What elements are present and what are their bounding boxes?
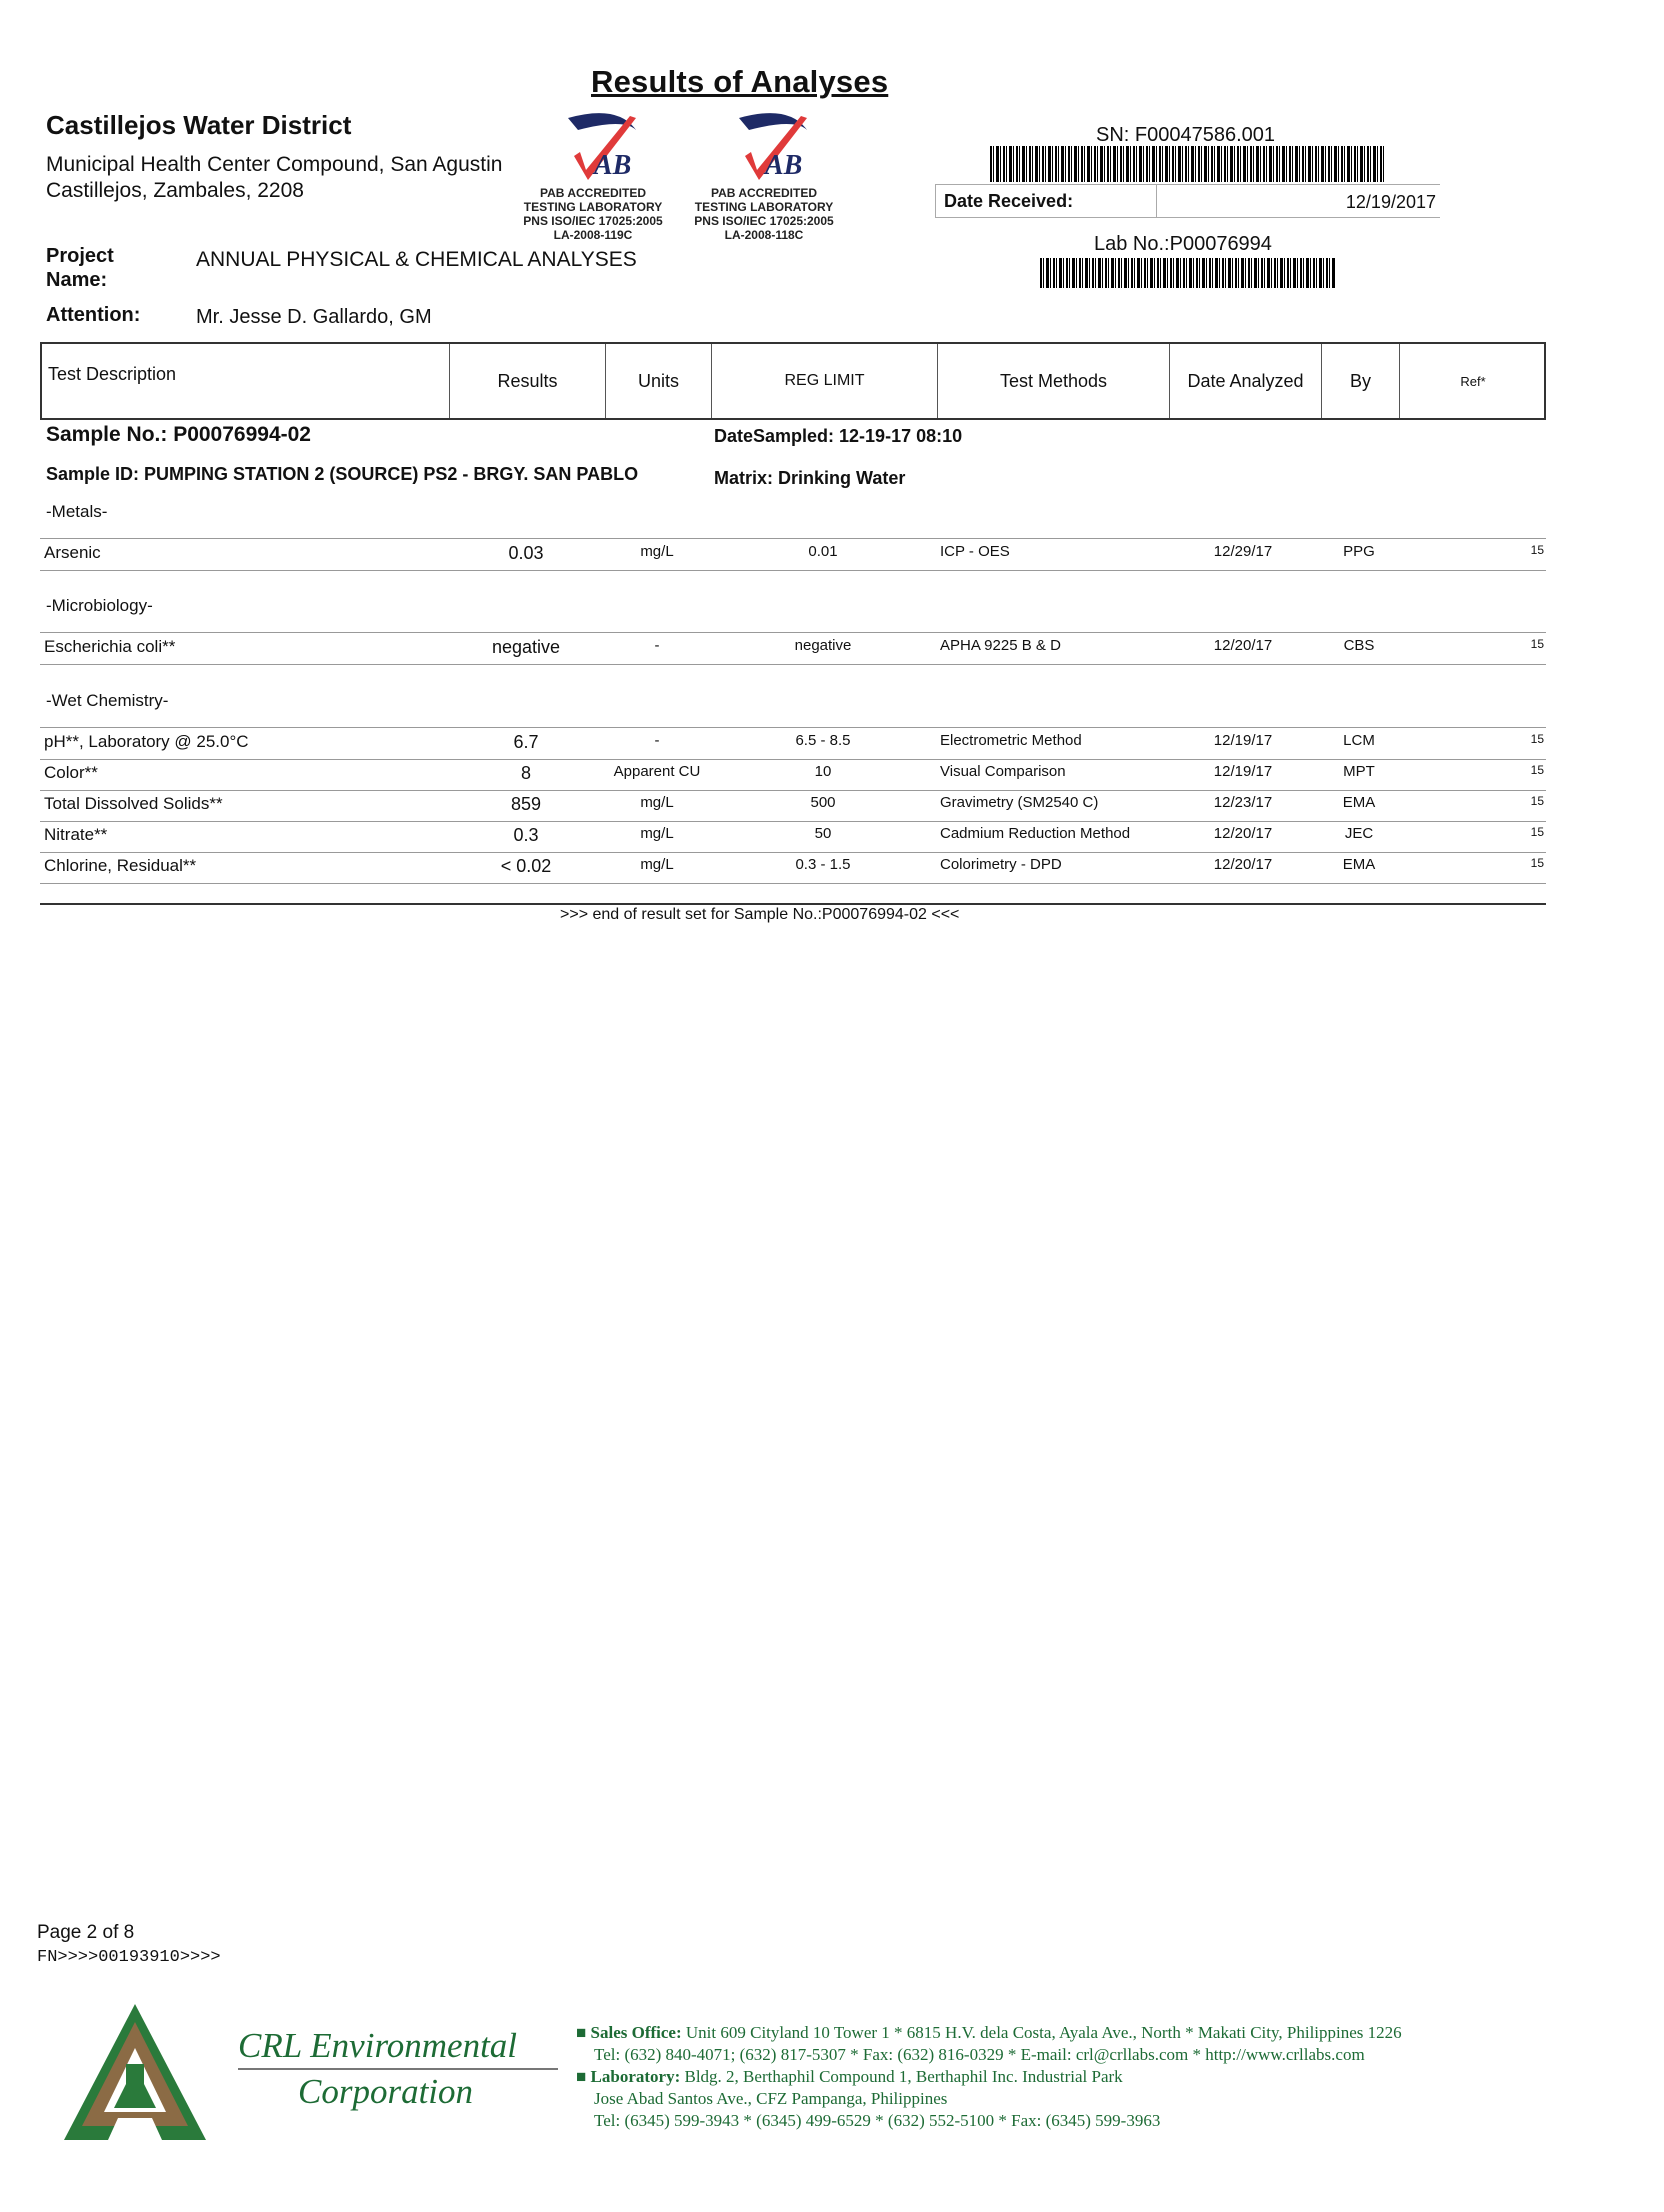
company-name-rule [238, 2068, 558, 2070]
cell-by: LCM [1343, 732, 1375, 749]
sn-barcode [990, 146, 1386, 182]
cell-ref: 15 [1530, 794, 1544, 808]
table-row [40, 729, 1546, 760]
pab-accreditation-1 [508, 108, 678, 242]
cell-date: 12/20/17 [1213, 856, 1273, 873]
col-test-methods: Test Methods [938, 344, 1170, 418]
pab-line4: LA-2008-118C [724, 228, 804, 242]
pab-line4: LA-2008-119C [553, 228, 633, 242]
pab-logo-icon [538, 108, 648, 184]
cell-by: MPT [1343, 763, 1375, 780]
category-wet-chemistry: -Wet Chemistry- [46, 691, 169, 710]
company-name-line2: Corporation [298, 2072, 474, 2111]
cell-units: Apparent CU [613, 763, 701, 780]
project-name: ANNUAL PHYSICAL & CHEMICAL ANALYSES [196, 248, 637, 271]
table-row [40, 822, 1546, 853]
cell-date: 12/20/17 [1213, 637, 1273, 654]
cell-method: APHA 9225 B & D [940, 637, 1061, 654]
svg-text:AB: AB [594, 150, 632, 181]
cell-desc: Color** [44, 763, 98, 782]
cell-ref: 15 [1530, 732, 1544, 746]
cell-method: ICP - OES [940, 543, 1010, 560]
sample-matrix: Matrix: Drinking Water [714, 468, 906, 488]
cell-by: CBS [1343, 637, 1375, 654]
cell-date: 12/19/17 [1213, 732, 1273, 749]
cell-units: mg/L [640, 794, 674, 811]
cell-result: 859 [510, 794, 542, 814]
serial-number: SN: F00047586.001 [1096, 124, 1276, 146]
project-label: Project Name: [46, 245, 114, 291]
col-test-description: Test Description [42, 344, 450, 418]
cell-ref: 15 [1530, 763, 1544, 777]
crl-logo-icon [60, 2000, 210, 2148]
cell-date: 12/19/17 [1213, 763, 1273, 780]
cell-units: - [654, 732, 660, 749]
sample-number: Sample No.: P00076994-02 [46, 423, 311, 446]
cell-limit: 0.01 [808, 543, 838, 560]
end-of-results-note: >>> end of result set for Sample No.:P00076994-02 <<< [560, 906, 960, 923]
col-date-analyzed: Date Analyzed [1170, 344, 1322, 418]
attention-label: Attention: [46, 304, 141, 326]
table-row [40, 853, 1546, 884]
cell-method: Colorimetry - DPD [940, 856, 1062, 873]
pab-line2: TESTING LABORATORY [523, 200, 663, 214]
cell-by: EMA [1342, 794, 1376, 811]
cell-desc: Escherichia coli** [44, 637, 176, 656]
cell-result: 0.3 [513, 825, 539, 845]
cell-limit: 50 [814, 825, 832, 842]
cell-by: JEC [1344, 825, 1374, 842]
pab-logo-icon [709, 108, 819, 184]
results-table-header [40, 342, 1546, 420]
page-number: Page 2 of 8 [37, 1922, 135, 1943]
cell-ref: 15 [1530, 543, 1544, 557]
cell-result: 0.03 [508, 543, 544, 563]
cell-result: 8 [520, 763, 531, 783]
cell-date: 12/20/17 [1213, 825, 1273, 842]
cell-result: 6.7 [513, 732, 539, 752]
laboratory-tel-line: Tel: (6345) 599-3943 * (6345) 499-6529 * (632) 552-5100 * Fax: (6345) 599-3963 [594, 2111, 1161, 2130]
date-received-box [935, 184, 1440, 218]
table-bottom-rule [40, 903, 1546, 905]
cell-result: < 0.02 [500, 856, 552, 876]
date-received-value: 12/19/2017 [1345, 192, 1436, 212]
svg-text:AB: AB [765, 150, 803, 181]
cell-limit: 500 [810, 794, 836, 811]
cell-method: Cadmium Reduction Method [940, 825, 1131, 842]
cell-by: PPG [1343, 543, 1375, 560]
cell-method: Visual Comparison [940, 763, 1066, 780]
cell-desc: Total Dissolved Solids** [44, 794, 223, 813]
sales-tel-line: Tel: (632) 840-4071; (632) 817-5307 * Fax: (632) 816-0329 * E-mail: crl@crllabs.com * http://www.crllabs.com [594, 2045, 1365, 2064]
table-row [40, 760, 1546, 791]
cell-units: - [654, 637, 660, 654]
laboratory-line: ■ Laboratory: Bldg. 2, Berthaphil Compound 1, Berthaphil Inc. Industrial Park [576, 2067, 1123, 2086]
cell-date: 12/23/17 [1213, 794, 1273, 811]
company-contact [576, 2022, 1402, 2132]
cell-result: negative [491, 637, 561, 657]
cell-method: Electrometric Method [940, 732, 1082, 749]
cell-limit: negative [794, 637, 852, 654]
cell-limit: 0.3 - 1.5 [795, 856, 851, 873]
date-sampled: DateSampled: 12-19-17 08:10 [714, 426, 963, 446]
company-name-line1: CRL Environmental [238, 2026, 518, 2065]
col-by: By [1322, 344, 1400, 418]
client-address [46, 152, 502, 204]
pab-line3: PNS ISO/IEC 17025:2005 [523, 214, 663, 228]
cell-by: EMA [1342, 856, 1376, 873]
cell-ref: 15 [1530, 825, 1544, 839]
date-received-label: Date Received: [944, 191, 1074, 211]
cell-method: Gravimetry (SM2540 C) [940, 794, 1099, 811]
table-row [40, 540, 1546, 571]
pab-line3: PNS ISO/IEC 17025:2005 [694, 214, 834, 228]
client-name: Castillejos Water District [46, 110, 352, 140]
col-reg-limit: REG LIMIT [712, 344, 938, 418]
address-line-2: Castillejos, Zambales, 2208 [46, 179, 304, 202]
address-line-1: Municipal Health Center Compound, San Agustin [46, 153, 503, 176]
report-title: Results of Analyses [591, 64, 889, 99]
cell-units: mg/L [640, 825, 674, 842]
cell-date: 12/29/17 [1213, 543, 1273, 560]
category-metals: -Metals- [46, 502, 108, 521]
cell-desc: Nitrate** [44, 825, 108, 844]
col-results: Results [450, 344, 606, 418]
cell-limit: 10 [814, 763, 832, 780]
cell-desc: Arsenic [44, 543, 101, 562]
pab-line2: TESTING LABORATORY [694, 200, 834, 214]
pab-line1: PAB ACCREDITED [539, 186, 646, 200]
pab-line1: PAB ACCREDITED [710, 186, 817, 200]
cell-units: mg/L [640, 543, 674, 560]
cell-units: mg/L [640, 856, 674, 873]
lab-number: Lab No.:P00076994 [1094, 233, 1272, 255]
attention-value: Mr. Jesse D. Gallardo, GM [196, 306, 432, 328]
file-number: FN>>>>00193910>>>> [37, 1948, 221, 1967]
cell-desc: pH**, Laboratory @ 25.0°C [44, 732, 249, 751]
table-row [40, 634, 1546, 665]
col-ref: Ref* [1460, 373, 1486, 389]
cell-desc: Chlorine, Residual** [44, 856, 197, 875]
laboratory-address-line: Jose Abad Santos Ave., CFZ Pampanga, Philippines [594, 2089, 948, 2108]
table-row [40, 791, 1546, 822]
lab-barcode [1040, 258, 1336, 288]
col-units: Units [606, 344, 712, 418]
pab-accreditation-2 [679, 108, 849, 242]
category-microbiology: -Microbiology- [46, 596, 153, 615]
cell-ref: 15 [1530, 856, 1544, 870]
sample-id: Sample ID: PUMPING STATION 2 (SOURCE) PS2 - BRGY. SAN PABLO [46, 464, 639, 484]
cell-limit: 6.5 - 8.5 [795, 732, 851, 749]
cell-ref: 15 [1530, 637, 1544, 651]
sales-office-line: ■ Sales Office: Unit 609 Cityland 10 Tower 1 * 6815 H.V. dela Costa, Ayala Ave., North * Makati City, Philippines 1226 [576, 2023, 1402, 2042]
